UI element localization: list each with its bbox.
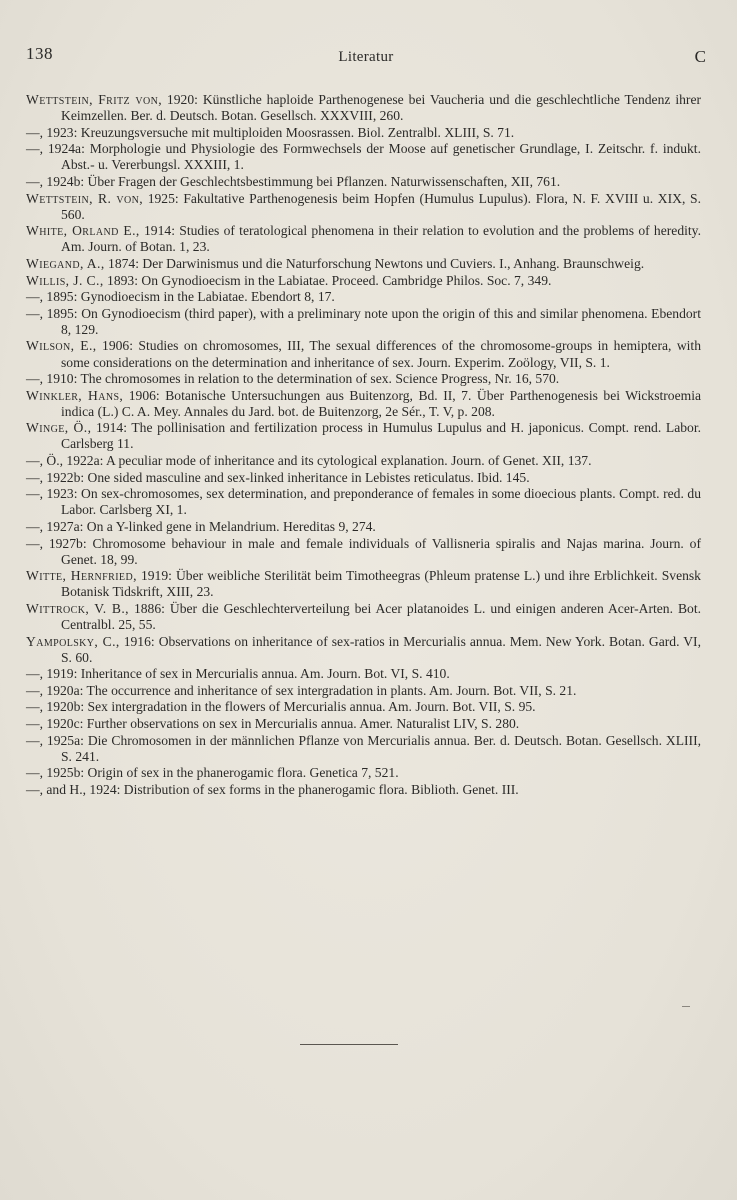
reference-entry	[26, 273, 701, 289]
reference-text: 1925: Fakultative Parthenogenesis beim Hopfen (Humulus Lupulus). Flora, N. F. XVIII u. XIX, S. 560.	[61, 190, 701, 222]
reference-entry	[26, 388, 701, 420]
reference-text: 1914: The pollinisation and fertilization process in Humulus Lupulus and H. japonicus. Compt. rend. Labor. Carlsberg 11.	[61, 420, 701, 452]
reference-text: 1886: Über die Geschlechterverteilung bei Acer platanoides L. und einigen anderen Acer-Arten. Bot. Centralbl. 25, 55.	[61, 600, 701, 632]
reference-entry	[26, 289, 701, 305]
reference-text: —, 1924b: Über Fragen der Geschlechtsbestimmung bei Pflanzen. Naturwissenschaften, XII, 761.	[26, 173, 561, 189]
reference-entry	[26, 306, 701, 338]
reference-text: —, 1927a: On a Y-linked gene in Melandrium. Hereditas 9, 274.	[26, 518, 376, 534]
reference-author: Wilson, E.,	[26, 338, 97, 354]
running-title: Literatur	[338, 49, 394, 65]
reference-text: —, 1920b: Sex intergradation in the flowers of Mercurialis annua. Am. Journ. Bot. VII, S. 95.	[26, 699, 536, 715]
reference-entry	[26, 601, 701, 633]
reference-entry	[26, 536, 701, 568]
reference-text: —, and H., 1924: Distribution of sex forms in the phanerogamic flora. Biblioth. Genet. III.	[26, 781, 519, 797]
reference-entry	[26, 782, 701, 798]
section-letter: C	[694, 47, 706, 66]
reference-text: —, 1922b: One sided masculine and sex-linked inheritance in Lebistes reticulatus. Ibid. 145.	[26, 469, 530, 485]
reference-entry	[26, 568, 701, 600]
reference-entry	[26, 453, 701, 469]
reference-author: Wettstein, R. von,	[26, 190, 143, 206]
reference-list	[26, 92, 701, 799]
reference-entry	[26, 733, 701, 765]
reference-entry	[26, 699, 701, 715]
reference-text: 1893: On Gynodioecism in the Labiatae. Proceed. Cambridge Philos. Soc. 7, 349.	[103, 272, 552, 288]
reference-author: Willis, J. C.,	[26, 272, 104, 288]
reference-entry	[26, 683, 701, 699]
reference-text: 1914: Studies of teratological phenomena in their relation to evolution and the problems of heredity. Am. Journ. of Botan. 1, 23.	[61, 223, 701, 255]
reference-entry	[26, 634, 701, 666]
reference-text: —, 1925a: Die Chromosomen in der männlichen Pflanze von Mercurialis annua. Ber. d. Deutsch. Botan. Gesellsch. XLIII, S. 241.	[26, 732, 701, 764]
reference-entry	[26, 716, 701, 732]
reference-text: —, 1925b: Origin of sex in the phanerogamic flora. Genetica 7, 521.	[26, 765, 399, 781]
reference-author: Wittrock, V. B.,	[26, 600, 129, 616]
reference-entry	[26, 420, 701, 452]
reference-author: White, Orland E.,	[26, 223, 140, 239]
reference-text: —, 1920c: Further observations on sex in Mercurialis annua. Amer. Naturalist LIV, S. 280.	[26, 716, 520, 732]
reference-entry	[26, 223, 701, 255]
reference-author: Wettstein, Fritz von,	[26, 92, 162, 107]
reference-entry	[26, 92, 701, 124]
reference-author: Winkler, Hans,	[26, 387, 124, 403]
reference-entry	[26, 666, 701, 682]
reference-text: —, 1920a: The occurrence and inheritance of sex intergradation in plants. Am. Journ. Bot. VII, S. 21.	[26, 682, 577, 698]
reference-author: Yampolsky, C.,	[26, 633, 120, 649]
reference-text: 1919: Über weibliche Sterilität beim Timotheegras (Phleum pratense L.) und ihre Erblichkeit. Svensk Botanisk Tidskrift, XIII, 23.	[61, 568, 701, 600]
reference-text: 1906: Botanische Untersuchungen aus Buitenzorg, Bd. II, 7. Über Parthenogenesis bei Wickstroemia indica (L.) C. A. Mey. Annales du Jard. bot. de Buitenzorg, 2e Sér., T. V, p. 208.	[61, 387, 702, 419]
reference-text: —, 1910: The chromosomes in relation to the determination of sex. Science Progress, Nr. 16, 570.	[26, 371, 560, 387]
reference-text: —, 1895: On Gynodioecism (third paper), with a preliminary note upon the origin of this and similar phenomena. Ebendort 8, 129.	[26, 305, 701, 337]
reference-author: Witte, Hernfried,	[26, 568, 137, 584]
reference-entry	[26, 486, 701, 518]
reference-text: 1916: Observations on inheritance of sex-ratios in Mercurialis annua. Mem. New York. Botan. Gard. VI, S. 60.	[61, 633, 701, 665]
reference-text: —, 1923: On sex-chromosomes, sex determination, and preponderance of females in some dioecious plants. Compt. red. du Labor. Carlsberg XI, 1.	[26, 486, 701, 518]
reference-entry	[26, 125, 701, 141]
end-rule	[300, 1044, 398, 1045]
reference-text: —, Ö., 1922a: A peculiar mode of inheritance and its cytological explanation. Journ. of Genet. XII, 137.	[26, 453, 592, 469]
reference-author: Winge, Ö.,	[26, 420, 92, 436]
reference-entry	[26, 174, 701, 190]
reference-text: —, 1919: Inheritance of sex in Mercurialis annua. Am. Journ. Bot. VI, S. 410.	[26, 666, 450, 682]
reference-text: —, 1923: Kreuzungsversuche mit multiploiden Moosrassen. Biol. Zentralbl. XLIII, S. 71.	[26, 124, 515, 140]
reference-text: 1874: Der Darwinismus und die Naturforschung Newtons und Cuviers. I., Anhang. Braunschweig.	[104, 255, 645, 271]
reference-entry	[26, 256, 701, 272]
reference-text: —, 1924a: Morphologie und Physiologie des Formwechsels der Moose auf genetischer Grundlage, I. Zeitschr. f. indukt. Abst.- u. Vererbungsl. XXXIII, 1.	[26, 141, 701, 173]
reference-entry	[26, 191, 701, 223]
reference-entry	[26, 338, 701, 370]
page-mark	[682, 1006, 690, 1007]
reference-text: 1920: Künstliche haploide Parthenogenese bei Vaucheria und die geschlechtliche Tendenz ihrer Keimzellen. Ber. d. Deutsch. Botan. Gesellsch. XXXVIII, 260.	[61, 92, 702, 124]
reference-entry	[26, 141, 701, 173]
reference-entry	[26, 519, 701, 535]
reference-entry	[26, 371, 701, 387]
page-number: 138	[26, 44, 53, 63]
reference-text: —, 1895: Gynodioecism in the Labiatae. Ebendort 8, 17.	[26, 289, 335, 305]
reference-entry	[26, 765, 701, 781]
reference-text: —, 1927b: Chromosome behaviour in male and female individuals of Vallisneria spiralis and Najas marina. Journ. of Genet. 18, 99.	[26, 535, 701, 567]
reference-author: Wiegand, A.,	[26, 255, 105, 271]
reference-text: 1906: Studies on chromosomes, III, The sexual differences of the chromosome-groups in hemiptera, with some considerations on the determination and inheritance of sex. Journ. Experim. Zoölogy, VII, S. 1.	[61, 338, 702, 370]
page-header	[26, 44, 706, 70]
reference-entry	[26, 470, 701, 486]
